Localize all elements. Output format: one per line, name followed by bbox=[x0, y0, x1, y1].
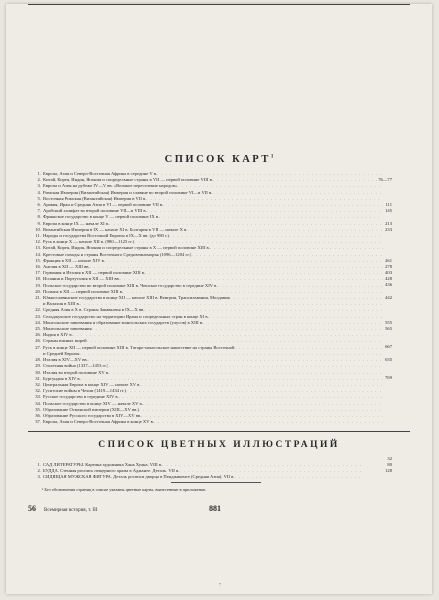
map-item-number: 37. bbox=[35, 419, 41, 425]
map-item-text: Испания и Португалия в XII — XIII вв. bbox=[43, 276, 120, 282]
map-item-number: 12. bbox=[35, 239, 41, 245]
signature-text: Всемирная история, т. III bbox=[44, 508, 98, 513]
map-item-number: 23. bbox=[35, 313, 41, 319]
map-item-number: 29. bbox=[35, 363, 41, 369]
color-item-text: САД ЛИТЕРАТУРЫ. Картина художника Хань Хуана. VIII в. bbox=[43, 462, 163, 467]
bottom-mark: 7 bbox=[219, 582, 221, 587]
map-item-number: 26. bbox=[35, 332, 41, 338]
map-item-text: Китай, Корея, Индия, Япония и сопредельные страны в X — первой половине XIII в. bbox=[43, 245, 210, 251]
map-page-cell: 76—77 bbox=[378, 177, 392, 183]
map-page-cell: 436 bbox=[385, 282, 392, 288]
map-page-cell: 565 bbox=[385, 325, 392, 331]
map-item-text: и Средней Европы bbox=[43, 350, 80, 356]
map-item-number: 7. bbox=[37, 208, 41, 214]
footnote-rule bbox=[171, 482, 261, 483]
map-item-number: 36. bbox=[35, 412, 41, 418]
map-item-number: 32. bbox=[35, 388, 41, 394]
map-item-text: Монгольские завоевания и образование монгольских государств (улусов) в XIII в. bbox=[43, 319, 204, 325]
map-item-number: 18. bbox=[35, 276, 41, 282]
map-item-number: 24. bbox=[35, 319, 41, 325]
color-page-cell: 80 bbox=[387, 462, 392, 468]
map-page-cell: 769 bbox=[385, 375, 392, 381]
color-title-text: СПИСОК ЦВЕТНЫХ ИЛЛЮСТРАЦИЙ bbox=[98, 440, 340, 450]
color-item-number: 2. bbox=[37, 468, 41, 474]
page-number: 881 bbox=[209, 504, 221, 513]
map-item-number: 34. bbox=[35, 400, 41, 406]
map-page-cell: 667 bbox=[385, 344, 392, 350]
map-item-number: 14. bbox=[35, 251, 41, 257]
color-item-number: 3. bbox=[37, 474, 41, 480]
map-item-number: 13. bbox=[35, 245, 41, 251]
map-item-number: 28. bbox=[35, 357, 41, 363]
map-item-number: 3. bbox=[37, 183, 41, 189]
map-item-number: 22. bbox=[35, 307, 41, 313]
map-item-text: Русское государство в середине XIV в. bbox=[43, 394, 119, 400]
map-item-text: Образование Русского государства в XIV—XV вв. bbox=[43, 412, 142, 418]
leader-dots bbox=[154, 419, 383, 425]
map-item-number: 11. bbox=[35, 233, 41, 239]
map-item-text: Европа, Азия и Северо-Восточная Африка в конце XV в. bbox=[43, 419, 154, 425]
map-item-text: Крестовые походы и страны Восточного Средиземноморья (1096—1204 гг.) bbox=[43, 251, 192, 257]
map-page-cell: 233 bbox=[385, 226, 392, 232]
color-item-text: БУДДА. Стенная роспись пещерного храма в Аджанте. Деталь. VII в. bbox=[43, 468, 180, 474]
color-page-column bbox=[358, 456, 392, 475]
map-page-cell: 403 bbox=[385, 270, 392, 275]
color-section-title bbox=[6, 440, 432, 450]
map-item-text: Европа в конце IX — начале XI в. bbox=[43, 220, 110, 226]
map-page-cell: 442 bbox=[385, 294, 392, 300]
color-page-cell: 128 bbox=[385, 468, 392, 474]
map-page-cell bbox=[358, 419, 392, 425]
map-page-cell: 261 bbox=[385, 257, 392, 263]
map-item-number: 16. bbox=[35, 264, 41, 270]
map-item-text: Южнославянские государства в конце XII — начале XIII в. Венгрия, Трансильвания, Молдавия bbox=[43, 295, 230, 301]
map-item-text: Англия в XII — XIII вв. bbox=[43, 264, 90, 270]
footer-left bbox=[28, 504, 97, 513]
document-page bbox=[6, 4, 432, 594]
map-item-text: Арабский халифат во второй половине VII—в VIII в. bbox=[43, 208, 147, 214]
map-item-number: 32. bbox=[35, 381, 41, 387]
map-item-text: Бургундия в XIV в. bbox=[43, 375, 81, 381]
map-item-text: Италия во второй половине XV в. bbox=[43, 369, 110, 375]
map-item-text: Восточная Римская (Византийская) Империя в VII в. bbox=[43, 195, 147, 201]
footnote: ¹ Без обозначения страниц в списке указаны цветные карты, вынесенные в приложение. bbox=[42, 487, 207, 492]
map-item-number: 27. bbox=[35, 344, 41, 350]
map-item-text: Сельджукское государство на территории Ирана и сопредельных стран в конце XI в. bbox=[43, 313, 209, 319]
map-item-number: 26. bbox=[35, 338, 41, 344]
map-item-text: Германия и Италия в XII — первой половине XIII в. bbox=[43, 270, 146, 276]
map-item-text: Столетняя война (1337—1453 гг.) bbox=[43, 363, 109, 369]
map-item-number: 33. bbox=[35, 394, 41, 400]
color-item bbox=[33, 474, 363, 480]
map-item-number: 9. bbox=[37, 220, 41, 226]
map-item-text: Польское государство во второй половине XIII в. Чешское государство в середине XIV в. bbox=[43, 282, 218, 288]
map-item-text: Византийская Империя в IX — начале XI в. Болгария в VII — начале X в. bbox=[43, 226, 188, 232]
color-page-cell: 32 bbox=[387, 456, 392, 461]
maps-section-title bbox=[6, 154, 432, 165]
map-item-text: Центральная Европа в конце XIV — начале XV в. bbox=[43, 381, 141, 387]
map-page-cell: 213 bbox=[385, 220, 392, 226]
map-item-number: 2. bbox=[37, 177, 41, 183]
map-item bbox=[33, 419, 383, 425]
map-item-text: Италия в XIV—XV вв. bbox=[43, 357, 88, 363]
map-item-text: Образование Османской империи (XIII—XV вв.) bbox=[43, 406, 139, 412]
map-item-number: 30. bbox=[35, 369, 41, 375]
color-item-text: СИДЯЩАЯ МУЖСКАЯ ФИГУРА. Деталь росписи дворца в Пенджикенте (Средняя Азия). VII в. bbox=[43, 474, 235, 480]
color-illustrations-list bbox=[33, 462, 363, 481]
color-item-number: 1. bbox=[37, 462, 41, 467]
map-item-text: Индия в XIV в. bbox=[43, 332, 73, 338]
map-item-number: 21. bbox=[35, 295, 41, 301]
map-item-text: Русь в конце XII — первой половине XIII в. Татаро-монгольское нашествие на страны Восточной bbox=[43, 344, 235, 350]
map-page-cell: 428 bbox=[385, 276, 392, 282]
map-item-text: Франция в XII — начале XIV в. bbox=[43, 257, 105, 263]
map-item-text: Польша в XII — первой половине XIII в. bbox=[43, 288, 124, 294]
map-item-number: 19. bbox=[35, 282, 41, 288]
map-item-text: Монгольские завоевания bbox=[43, 326, 92, 332]
map-item-number: 5. bbox=[37, 195, 41, 201]
map-item-number: 25. bbox=[35, 326, 41, 332]
map-item-text: Аравия, Иран и Средняя Азия в VI — первой половине VII в. bbox=[43, 202, 164, 208]
map-item-text: Польское государство в конце XIV — начале XV в. bbox=[43, 400, 143, 406]
map-item-number: 20. bbox=[35, 288, 41, 294]
map-item-text: Европа, Азия и Северо-Восточная Африка в середине V в. bbox=[43, 171, 158, 176]
maps-list bbox=[33, 171, 383, 425]
map-item-text: Страны южных морей bbox=[43, 338, 87, 344]
map-item-number: 31. bbox=[35, 375, 41, 381]
map-page-cell: 278 bbox=[385, 263, 392, 269]
map-item-number: 1. bbox=[37, 171, 41, 176]
map-item-text: Франкское государство в конце V — первой половине IX в. bbox=[43, 214, 160, 220]
map-item-number: 8. bbox=[37, 214, 41, 220]
map-item-text: Римская Империя (Византийская) Империя и славяне во второй половине VI—в VII в. bbox=[43, 189, 213, 195]
maps-page-column bbox=[358, 171, 392, 425]
map-item-number: 17. bbox=[35, 270, 41, 276]
section-divider bbox=[28, 431, 410, 432]
map-item-text: Русь в конце X — начале XII в. (980—1125 гг.) bbox=[43, 239, 135, 245]
map-item-text: и Валахия в XIII в. bbox=[43, 301, 80, 307]
map-item-text: Китай, Корея, Индия, Япония и сопредельные страны в VII — первой половине VIII в. bbox=[43, 177, 213, 183]
map-page-cell: 145 bbox=[385, 208, 392, 214]
map-item-number: 15. bbox=[35, 257, 41, 263]
sheet-number: 56 bbox=[28, 504, 36, 513]
map-item-number: 4. bbox=[37, 189, 41, 195]
map-item-number: 10. bbox=[35, 226, 41, 232]
map-item-text: Средняя Азия в X в. Страны Закавказья в IX—X вв. bbox=[43, 307, 145, 313]
map-item-text: Европа и Азия на рубеже IV—V вв. «Великое переселение народов» bbox=[43, 183, 178, 189]
leader-dots bbox=[234, 474, 363, 480]
footnote-marker: 1 bbox=[270, 154, 274, 160]
map-item-number: 35. bbox=[35, 406, 41, 412]
top-rule bbox=[28, 4, 410, 5]
map-item-text: Гуситские войны в Чехии (1419—1434 гг.) bbox=[43, 388, 127, 394]
map-page-cell: 555 bbox=[385, 319, 392, 325]
map-page-cell: 635 bbox=[385, 356, 392, 362]
map-item-number: 6. bbox=[37, 202, 41, 208]
map-item-text: Народы и государства Восточной Европы в IX—X вв. (до 980 г.) bbox=[43, 233, 170, 239]
map-page-cell: 111 bbox=[385, 201, 392, 207]
maps-title-text: СПИСОК КАРТ bbox=[164, 154, 271, 165]
